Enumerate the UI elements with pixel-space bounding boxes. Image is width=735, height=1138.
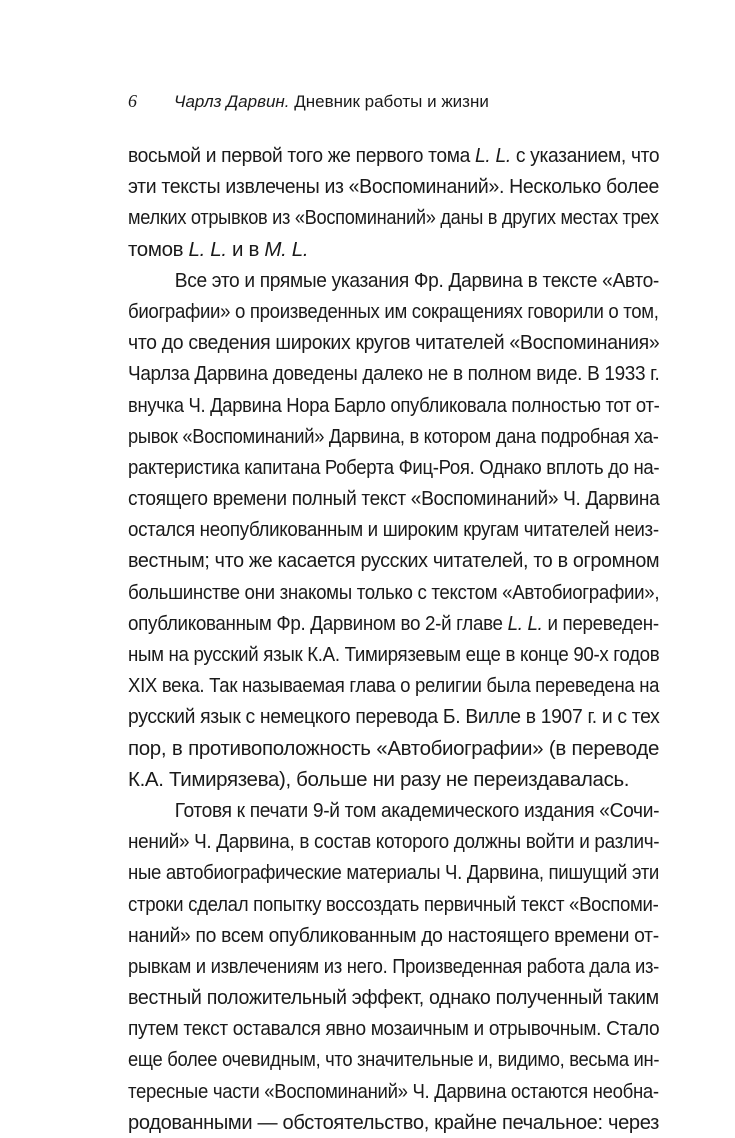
text-run: стоящего времени полный текст «Воспоминаний» Ч. Дарвина [128, 487, 660, 511]
text-run: нений» Ч. Дарвина, в состав которого должны войти и различ- [128, 830, 660, 854]
text-run: Готовя к печати 9-й том академического издания «Сочи- [174, 798, 660, 822]
text-line [128, 545, 660, 576]
text-run: L. L. [188, 237, 227, 261]
text-run: Все это и прямые указания Фр. Дарвина в тексте «Авто- [174, 268, 659, 292]
text-run: К.А. Тимирязева), больше ни разу не переиздавалась. [128, 767, 630, 791]
text-line [128, 140, 660, 171]
text-line [128, 826, 660, 857]
text-line [128, 764, 659, 795]
text-line [128, 701, 660, 732]
text-line [128, 390, 660, 421]
text-line [128, 608, 659, 639]
text-run: восьмой и первой того же первого тома [128, 144, 476, 167]
text-run: и переведен- [542, 611, 659, 635]
text-run: рывок «Воспоминаний» Дарвина, в котором дана подробная ха- [128, 424, 659, 448]
text-run: L. L. [475, 144, 511, 167]
text-line [128, 296, 659, 327]
text-run: вестным; что же касается русских читателей, то в огромном [128, 549, 660, 573]
text-line [128, 639, 660, 670]
text-run: ным на русский язык К.А. Тимирязевым еще в конце 90-х годов [128, 643, 660, 666]
text-line [128, 171, 659, 202]
text-run: с указанием, что [510, 144, 660, 167]
text-line [128, 1044, 660, 1075]
text-line [128, 920, 659, 951]
text-line [128, 514, 659, 545]
header-title: Дневник работы и жизни [289, 92, 489, 111]
text-run: еще более очевидным, что значительные и, видимо, весьма ин- [128, 1048, 660, 1072]
text-run: XIX века. Так называемая глава о религии была переведена на [128, 674, 660, 698]
text-line [128, 202, 659, 233]
text-run: пор, в противоположность «Автобиографии» (в переводе [128, 736, 659, 760]
text-run: L. L. [507, 611, 543, 635]
text-run: наний» по всем опубликованным до настоящего времени от- [128, 923, 659, 947]
text-line [128, 1076, 659, 1107]
text-line [128, 1013, 660, 1044]
text-run: и в [226, 237, 265, 261]
text-run: M. L. [264, 237, 309, 261]
text-run: тересные части «Воспоминаний» Ч. Дарвина остаются необна- [128, 1079, 659, 1103]
text-run: родованными — обстоятельство, крайне печальное: через [128, 1110, 660, 1134]
text-run: опубликованным Фр. Дарвином во 2-й главе [128, 611, 508, 635]
text-run: русский язык с немецкого перевода Б. Вилле в 1907 г. и с тех [128, 705, 660, 729]
text-line [128, 982, 659, 1013]
text-run: мелких отрывков из «Воспоминаний» даны в других местах трех [128, 206, 659, 230]
text-run: Чарлза Дарвина доведены далеко не в полном виде. В 1933 г. [128, 362, 660, 386]
text-line [128, 1107, 660, 1138]
text-run: биографии» о произведенных им сокращениях говорили о том, [128, 299, 659, 323]
text-run: томов [128, 237, 189, 261]
text-line [128, 265, 659, 296]
text-run: строки сделал попытку воссоздать первичный текст «Воспоми- [128, 892, 659, 916]
text-line [128, 670, 660, 701]
text-line [128, 951, 659, 982]
text-line [128, 234, 659, 265]
header-author: Чарлз Дарвин. [174, 92, 290, 111]
text-run: остался неопубликованным и широким кругам читателей неиз- [128, 518, 659, 542]
text-line [128, 889, 659, 920]
text-line [128, 577, 660, 608]
body-text [128, 140, 659, 1138]
text-line [128, 358, 660, 389]
page-number: 6 [128, 91, 137, 111]
text-run: рактеристика капитана Роберта Фиц-Роя. Однако вплоть до на- [128, 455, 660, 479]
text-run: вестный положительный эффект, однако полученный таким [128, 986, 659, 1010]
running-header [128, 91, 489, 112]
text-run: рывкам и извлечениям из него. Произведенная работа дала из- [128, 954, 659, 978]
text-run: что до сведения широких кругов читателей «Воспоминания» [128, 331, 660, 355]
text-line [128, 483, 660, 514]
text-line [128, 452, 660, 483]
text-run: внучка Ч. Дарвина Нора Барло опубликовала полностью тот от- [128, 393, 660, 417]
text-run: ные автобиографические материалы Ч. Дарвина, пишущий эти [128, 861, 660, 885]
text-line [128, 733, 659, 764]
text-run: большинстве они знакомы только с текстом «Автобиографии», [128, 580, 660, 604]
text-line [128, 795, 660, 826]
text-run: путем текст оставался явно мозаичным и отрывочным. Стало [128, 1017, 660, 1041]
text-line [128, 421, 659, 452]
text-line [128, 857, 660, 888]
text-line [128, 327, 660, 358]
text-run: эти тексты извлечены из «Воспоминаний». Несколько более [128, 175, 659, 199]
